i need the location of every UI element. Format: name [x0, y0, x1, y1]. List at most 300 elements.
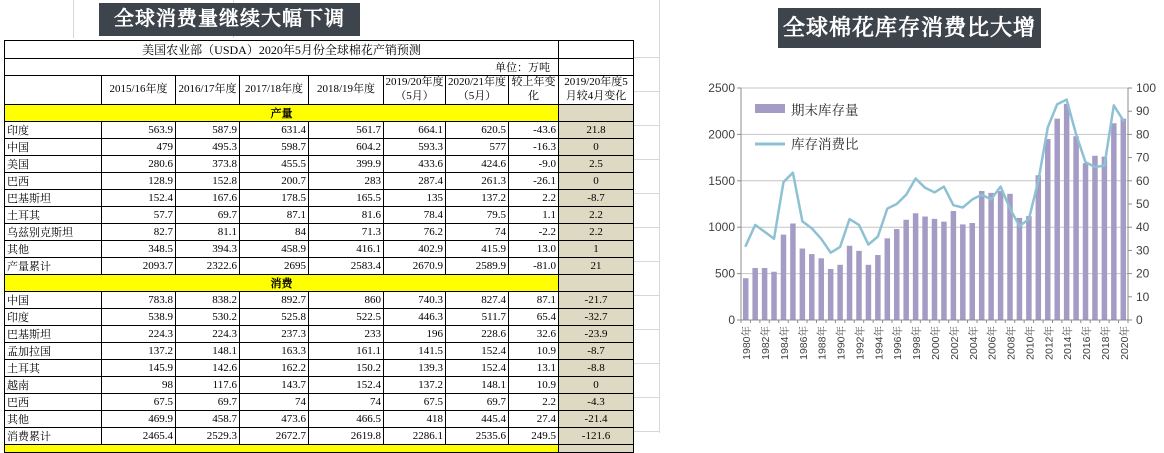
value-cell: 81.6 [309, 207, 384, 224]
bar [762, 268, 768, 320]
table-row [5, 275, 634, 292]
section-header: 消费 [5, 275, 559, 292]
bar [818, 258, 824, 320]
axis-tick-label: 2010年 [1024, 326, 1037, 360]
value-cell: 161.1 [309, 343, 384, 360]
value-cell: 228.6 [446, 326, 509, 343]
value-cell: 620.5 [446, 122, 509, 139]
value-cell: 1.1 [509, 207, 559, 224]
axis-tick-label: 40 [1136, 220, 1150, 235]
bar [970, 223, 976, 320]
value-cell: 2583.4 [309, 258, 384, 275]
value-cell: 82.7 [102, 224, 176, 241]
bar [752, 268, 758, 320]
value-cell: 2589.9 [446, 258, 509, 275]
value-cell: 67.5 [384, 394, 446, 411]
axis-tick-label: 70 [1136, 150, 1150, 165]
value-cell: 224.3 [176, 326, 240, 343]
axis-tick-label: 1982年 [760, 326, 773, 360]
value-cell: 2.2 [509, 394, 559, 411]
value-cell: 522.5 [309, 309, 384, 326]
sheet-gridline [634, 431, 660, 432]
sheet-gridline [634, 227, 660, 228]
row-label: 孟加拉国 [5, 343, 102, 360]
axis-tick-label: 2002年 [948, 326, 961, 360]
value-cell: 399.9 [309, 156, 384, 173]
value-cell: 10.9 [509, 377, 559, 394]
axis-tick-label: 30 [1136, 243, 1150, 258]
value-cell: 283 [309, 173, 384, 190]
value-cell: 838.2 [176, 292, 240, 309]
row-label: 土耳其 [5, 207, 102, 224]
value-cell: 67.5 [102, 394, 176, 411]
value-cell: 0 [559, 173, 634, 190]
table-cell [559, 59, 634, 76]
sheet-gridline [659, 0, 660, 433]
value-cell: 0 [559, 139, 634, 156]
value-cell: 249.5 [509, 428, 559, 445]
table-row [5, 411, 634, 428]
row-label: 中国 [5, 292, 102, 309]
value-cell: -23.9 [559, 326, 634, 343]
legend-bar-swatch [755, 104, 785, 113]
axis-tick-label: 1990年 [835, 326, 848, 360]
bar [875, 255, 881, 320]
value-cell: 152.4 [446, 360, 509, 377]
value-cell: 21.8 [559, 122, 634, 139]
value-cell: 2322.6 [176, 258, 240, 275]
bar [866, 265, 872, 320]
value-cell: 13.0 [509, 241, 559, 258]
axis-tick-label: 2000 [708, 127, 735, 142]
table-row [5, 76, 634, 105]
table-row [5, 377, 634, 394]
axis-tick-label: 1000 [708, 220, 735, 235]
sheet-gridline [634, 193, 660, 194]
value-cell: 455.5 [240, 156, 309, 173]
value-cell: -32.7 [559, 309, 634, 326]
column-header: 2017/18年度 [240, 76, 309, 105]
bar [847, 246, 853, 320]
value-cell: -9.0 [509, 156, 559, 173]
bar [932, 219, 938, 320]
bar [771, 272, 777, 320]
value-cell: 84 [240, 224, 309, 241]
value-cell: 783.8 [102, 292, 176, 309]
axis-tick-label: 20 [1136, 266, 1150, 281]
row-label: 越南 [5, 377, 102, 394]
row-label: 巴基斯坦 [5, 326, 102, 343]
bar [922, 217, 928, 320]
value-cell: 163.3 [240, 343, 309, 360]
column-header: 2015/16年度 [102, 76, 176, 105]
value-cell: 142.6 [176, 360, 240, 377]
axis-tick-label: 500 [714, 266, 735, 281]
value-cell: -81.0 [509, 258, 559, 275]
value-cell: 563.9 [102, 122, 176, 139]
sheet-gridline [634, 295, 660, 296]
bar [1102, 157, 1108, 320]
sheet-gridline [634, 91, 660, 92]
sheet-gridline [634, 397, 660, 398]
table-row [5, 173, 634, 190]
axis-tick-label: 2008年 [1005, 326, 1018, 360]
value-cell: 128.9 [102, 173, 176, 190]
value-cell: -121.6 [559, 428, 634, 445]
table-row [5, 445, 634, 453]
bar [1054, 119, 1060, 320]
value-cell: 143.7 [240, 377, 309, 394]
table-title: 美国农业部（USDA）2020年5月份全球棉花产销预测 [5, 41, 559, 59]
axis-tick-label: 1500 [708, 173, 735, 188]
value-cell: 2286.1 [384, 428, 446, 445]
value-cell: 458.9 [240, 241, 309, 258]
table-cell [559, 445, 634, 453]
column-header: 2016/17年度 [176, 76, 240, 105]
bar [800, 249, 806, 320]
value-cell: 74 [309, 394, 384, 411]
axis-tick-label: 1980年 [741, 326, 754, 360]
value-cell: 69.7 [176, 394, 240, 411]
value-cell: 466.5 [309, 411, 384, 428]
section-header-clipped [5, 445, 559, 453]
table-row [5, 394, 634, 411]
value-cell: 233 [309, 326, 384, 343]
value-cell: 473.6 [240, 411, 309, 428]
value-cell: 74 [446, 224, 509, 241]
value-cell: 416.1 [309, 241, 384, 258]
value-cell: 740.3 [384, 292, 446, 309]
row-label: 印度 [5, 309, 102, 326]
table-row [5, 41, 634, 59]
axis-tick-label: 10 [1136, 289, 1150, 304]
value-cell: 2.5 [559, 156, 634, 173]
value-cell: 69.7 [446, 394, 509, 411]
row-label: 巴西 [5, 394, 102, 411]
value-cell: 165.5 [309, 190, 384, 207]
axis-tick-label: 2006年 [986, 326, 999, 360]
axis-tick-label: 2020年 [1118, 326, 1131, 360]
value-cell: 860 [309, 292, 384, 309]
axis-tick-label: 2016年 [1081, 326, 1094, 360]
value-cell: 2529.3 [176, 428, 240, 445]
value-cell: 152.8 [176, 173, 240, 190]
value-cell: 415.9 [446, 241, 509, 258]
value-cell: 141.5 [384, 343, 446, 360]
value-cell: 137.2 [102, 343, 176, 360]
value-cell: 117.6 [176, 377, 240, 394]
bar [1045, 139, 1051, 320]
value-cell: 2535.6 [446, 428, 509, 445]
value-cell: 196 [384, 326, 446, 343]
value-cell: 604.2 [309, 139, 384, 156]
value-cell: 87.1 [240, 207, 309, 224]
value-cell: 71.3 [309, 224, 384, 241]
table-row [5, 207, 634, 224]
bar [1017, 218, 1023, 320]
axis-tick-label: 2018年 [1099, 326, 1112, 360]
table-row [5, 156, 634, 173]
value-cell: 664.1 [384, 122, 446, 139]
table-row [5, 59, 634, 76]
axis-tick-label: 1992年 [854, 326, 867, 360]
value-cell: 2695 [240, 258, 309, 275]
bar [1111, 123, 1117, 320]
axis-tick-label: 1998年 [911, 326, 924, 360]
bar [856, 251, 862, 320]
sheet-gridline [634, 159, 660, 160]
row-label: 土耳其 [5, 360, 102, 377]
table-row [5, 190, 634, 207]
value-cell: -21.4 [559, 411, 634, 428]
value-cell: 57.7 [102, 207, 176, 224]
axis-tick-label: 2012年 [1043, 326, 1056, 360]
table-row [5, 292, 634, 309]
value-cell: 152.4 [309, 377, 384, 394]
bar [894, 229, 900, 320]
column-header: 2019/20年度5月较4月变化 [559, 76, 634, 105]
value-cell: 135 [384, 190, 446, 207]
axis-tick-label: 90 [1136, 104, 1150, 119]
value-cell: 13.1 [509, 360, 559, 377]
value-cell: 27.4 [509, 411, 559, 428]
table-row [5, 139, 634, 156]
value-cell: 237.3 [240, 326, 309, 343]
value-cell: 76.2 [384, 224, 446, 241]
bar [885, 238, 891, 320]
value-cell: 178.5 [240, 190, 309, 207]
bar [913, 213, 919, 320]
value-cell: 495.3 [176, 139, 240, 156]
value-cell: 433.6 [384, 156, 446, 173]
value-cell: 561.7 [309, 122, 384, 139]
bar [743, 278, 749, 320]
bar [828, 269, 834, 320]
bar [1092, 156, 1098, 320]
axis-tick-label: 1984年 [778, 326, 791, 360]
axis-tick-label: 2500 [708, 81, 735, 95]
value-cell: 458.7 [176, 411, 240, 428]
value-cell: 280.6 [102, 156, 176, 173]
axis-tick-label: 60 [1136, 173, 1150, 188]
axis-tick-label: 1994年 [873, 326, 886, 360]
value-cell: 2672.7 [240, 428, 309, 445]
value-cell: 598.7 [240, 139, 309, 156]
column-header: 2019/20年度（5月） [384, 76, 446, 105]
value-cell: 348.5 [102, 241, 176, 258]
value-cell: 98 [102, 377, 176, 394]
value-cell: 445.4 [446, 411, 509, 428]
value-cell: 424.6 [446, 156, 509, 173]
value-cell: 224.3 [102, 326, 176, 343]
axis-tick-label: 1988年 [816, 326, 829, 360]
value-cell: 139.3 [384, 360, 446, 377]
value-cell: 148.1 [446, 377, 509, 394]
sheet-gridline [634, 57, 660, 58]
value-cell: 827.4 [446, 292, 509, 309]
bar [903, 220, 909, 320]
value-cell: 373.8 [176, 156, 240, 173]
value-cell: 10.9 [509, 343, 559, 360]
value-cell: 2619.8 [309, 428, 384, 445]
axis-tick-label: 2004年 [967, 326, 980, 360]
value-cell: 78.4 [384, 207, 446, 224]
unit-note: 单位：万吨 [5, 59, 559, 76]
value-cell: 2465.4 [102, 428, 176, 445]
bar [1036, 175, 1042, 320]
sheet-gridline [634, 261, 660, 262]
value-cell: 69.7 [176, 207, 240, 224]
row-label: 其他 [5, 241, 102, 258]
axis-tick-label: 50 [1136, 197, 1150, 211]
value-cell: 152.4 [446, 343, 509, 360]
row-label: 印度 [5, 122, 102, 139]
value-cell: -21.7 [559, 292, 634, 309]
value-cell: 577 [446, 139, 509, 156]
value-cell: -26.1 [509, 173, 559, 190]
bar [951, 211, 957, 320]
value-cell: -43.6 [509, 122, 559, 139]
bar [809, 254, 815, 320]
value-cell: 479 [102, 139, 176, 156]
value-cell: 137.2 [446, 190, 509, 207]
sheet-gridline [634, 363, 660, 364]
axis-tick-label: 100 [1136, 81, 1157, 95]
table-row [5, 360, 634, 377]
row-label: 中国 [5, 139, 102, 156]
value-cell: 287.4 [384, 173, 446, 190]
value-cell: 261.3 [446, 173, 509, 190]
table-cell [559, 275, 634, 292]
value-cell: 162.2 [240, 360, 309, 377]
value-cell: 137.2 [384, 377, 446, 394]
value-cell: 150.2 [309, 360, 384, 377]
bar [1083, 163, 1089, 320]
stocks-chart-panel [664, 0, 1164, 433]
value-cell: 402.9 [384, 241, 446, 258]
value-cell: 530.2 [176, 309, 240, 326]
axis-tick-label: 1986年 [797, 326, 810, 360]
value-cell: -8.7 [559, 190, 634, 207]
value-cell: 538.9 [102, 309, 176, 326]
bar [790, 223, 796, 320]
sheet-gridline [634, 125, 660, 126]
value-cell: 446.3 [384, 309, 446, 326]
value-cell: 148.1 [176, 343, 240, 360]
cotton-stocks-chart [664, 0, 1164, 433]
sheet-gridline [634, 329, 660, 330]
row-label: 其他 [5, 411, 102, 428]
value-cell: 79.5 [446, 207, 509, 224]
value-cell: 525.8 [240, 309, 309, 326]
value-cell: 2093.7 [102, 258, 176, 275]
row-label: 消费累计 [5, 428, 102, 445]
left-panel-banner: 全球消费量继续大幅下调 [99, 3, 360, 36]
value-cell: 81.1 [176, 224, 240, 241]
table-row [5, 224, 634, 241]
row-label: 乌兹别克斯坦 [5, 224, 102, 241]
axis-tick-label: 80 [1136, 127, 1150, 142]
row-label: 巴基斯坦 [5, 190, 102, 207]
value-cell: 469.9 [102, 411, 176, 428]
value-cell: 87.1 [509, 292, 559, 309]
column-header: 较上年变化 [509, 76, 559, 105]
bar [1026, 216, 1032, 320]
bar [988, 193, 994, 320]
bar [1121, 119, 1127, 320]
row-label: 美国 [5, 156, 102, 173]
usda-forecast-table [4, 40, 634, 453]
value-cell: 0 [559, 377, 634, 394]
column-header: 2020/21年度（5月） [446, 76, 509, 105]
bar [979, 191, 985, 320]
value-cell: -4.3 [559, 394, 634, 411]
table-row [5, 428, 634, 445]
row-label: 巴西 [5, 173, 102, 190]
value-cell: -8.8 [559, 360, 634, 377]
axis-tick-label: 0 [728, 313, 735, 327]
value-cell: 167.6 [176, 190, 240, 207]
value-cell: 593.3 [384, 139, 446, 156]
value-cell: 2.2 [509, 190, 559, 207]
value-cell: 892.7 [240, 292, 309, 309]
value-cell: 74 [240, 394, 309, 411]
value-cell: 2.2 [559, 224, 634, 241]
value-cell: -16.3 [509, 139, 559, 156]
legend-label-stocks: 期末库存量 [791, 103, 859, 118]
value-cell: 2670.9 [384, 258, 446, 275]
table-row [5, 122, 634, 139]
bar [941, 222, 947, 320]
table-cell [559, 41, 634, 59]
column-header [5, 76, 102, 105]
value-cell: 65.4 [509, 309, 559, 326]
bar [960, 224, 966, 320]
section-header: 产量 [5, 105, 559, 122]
right-panel-banner: 全球棉花库存消费比大增 [778, 8, 1041, 48]
table-row [5, 326, 634, 343]
axis-tick-label: 2000年 [930, 326, 942, 360]
bar [1064, 104, 1070, 320]
value-cell: 1 [559, 241, 634, 258]
value-cell: 418 [384, 411, 446, 428]
table-cell [559, 105, 634, 122]
table-row [5, 241, 634, 258]
value-cell: -8.7 [559, 343, 634, 360]
value-cell: 394.3 [176, 241, 240, 258]
value-cell: 511.7 [446, 309, 509, 326]
table-row [5, 105, 634, 122]
value-cell: 152.4 [102, 190, 176, 207]
value-cell: 32.6 [509, 326, 559, 343]
table-row [5, 258, 634, 275]
table-row [5, 343, 634, 360]
axis-tick-label: 2014年 [1062, 326, 1075, 360]
legend-label-ratio: 库存消费比 [791, 137, 859, 152]
value-cell: 631.4 [240, 122, 309, 139]
value-cell: -2.2 [509, 224, 559, 241]
value-cell: 21 [559, 258, 634, 275]
bar [781, 235, 787, 320]
bar [998, 191, 1004, 320]
value-cell: 2.2 [559, 207, 634, 224]
bar [837, 265, 843, 320]
row-label: 产量累计 [5, 258, 102, 275]
column-header: 2018/19年度 [309, 76, 384, 105]
axis-tick-label: 1996年 [892, 326, 905, 360]
value-cell: 587.9 [176, 122, 240, 139]
bar [1073, 136, 1079, 320]
